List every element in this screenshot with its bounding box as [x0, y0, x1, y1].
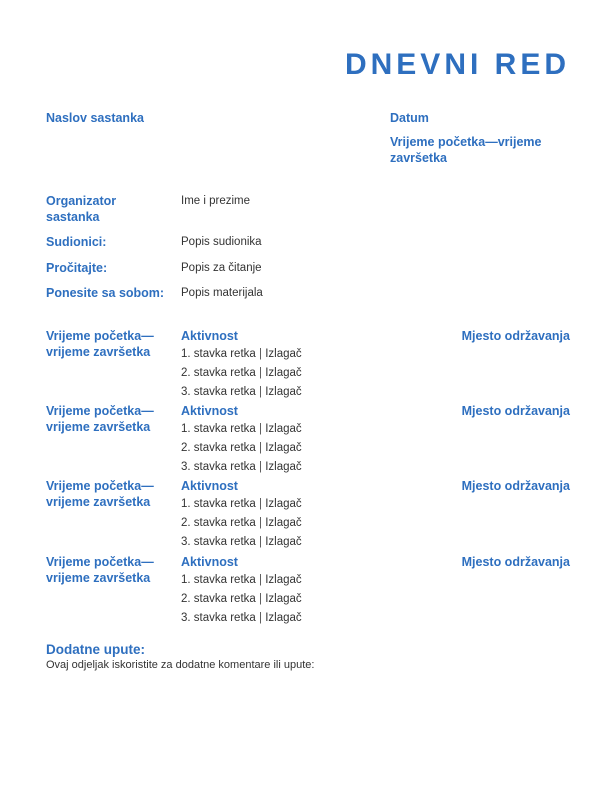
agenda-item: 3. stavka retka | Izlagač: [181, 536, 302, 548]
agenda-items: [181, 571, 302, 628]
item-text: 2. stavka retka: [181, 517, 256, 529]
agenda-time: Vrijeme početka—vrijeme završetka: [46, 555, 154, 585]
agenda-items: [181, 345, 302, 402]
item-text: 3. stavka retka: [181, 461, 256, 473]
agenda-activity: Aktivnost: [181, 555, 238, 569]
agenda-time: Vrijeme početka—vrijeme završetka: [46, 329, 154, 359]
organizer-label: Organizator sastanka: [46, 194, 117, 224]
item-presenter: Izlagač: [265, 461, 302, 473]
agenda-item: 3. stavka retka | Izlagač: [181, 461, 302, 473]
agenda-activity: Aktivnost: [181, 479, 238, 493]
agenda-time: Vrijeme početka—vrijeme završetka: [46, 479, 154, 509]
document-title: DNEVNI RED: [344, 48, 570, 81]
agenda-item: 3. stavka retka | Izlagač: [181, 612, 302, 624]
agenda-block: [0, 328, 616, 406]
agenda-location: Mjesto održavanja: [461, 329, 570, 343]
item-presenter: Izlagač: [265, 367, 302, 379]
agenda-item: 2. stavka retka | Izlagač: [181, 367, 302, 379]
time-range-label: Vrijeme početka—vrijeme završetka: [390, 135, 542, 165]
item-text: 2. stavka retka: [181, 442, 256, 454]
agenda-location: Mjesto održavanja: [461, 555, 570, 569]
item-text: 1. stavka retka: [181, 574, 256, 586]
agenda-item: 1. stavka retka | Izlagač: [181, 423, 302, 435]
agenda-location: Mjesto održavanja: [461, 479, 570, 493]
item-presenter: Izlagač: [265, 348, 302, 360]
agenda-item: 2. stavka retka | Izlagač: [181, 517, 302, 529]
date-label: Datum: [390, 111, 429, 125]
participants-value: Popis sudionika: [181, 236, 262, 248]
additional-notes-text: Ovaj odjeljak iskoristite za dodatne komentare ili upute:: [46, 659, 315, 671]
item-text: 3. stavka retka: [181, 612, 256, 624]
agenda-location: Mjesto održavanja: [461, 404, 570, 418]
organizer-value: Ime i prezime: [181, 195, 251, 207]
bring-value: Popis materijala: [181, 287, 263, 299]
item-presenter: Izlagač: [265, 612, 302, 624]
item-presenter: Izlagač: [265, 498, 302, 510]
meeting-title-label: Naslov sastanka: [46, 111, 144, 125]
item-text: 3. stavka retka: [181, 536, 256, 548]
item-text: 2. stavka retka: [181, 593, 256, 605]
agenda-activity: Aktivnost: [181, 329, 238, 343]
bring-label: Ponesite sa sobom:: [46, 286, 165, 300]
item-presenter: Izlagač: [265, 574, 302, 586]
agenda-time: Vrijeme početka—vrijeme završetka: [46, 404, 154, 434]
item-presenter: Izlagač: [265, 517, 302, 529]
participants-label: Sudionici:: [46, 235, 107, 249]
reading-value: Popis za čitanje: [181, 262, 262, 274]
agenda-block: [0, 478, 616, 556]
agenda-block: [0, 554, 616, 632]
reading-label: Pročitajte:: [46, 261, 108, 275]
item-text: 1. stavka retka: [181, 498, 256, 510]
item-presenter: Izlagač: [265, 442, 302, 454]
agenda-items: [181, 420, 302, 477]
agenda-block: [0, 403, 616, 481]
item-text: 1. stavka retka: [181, 348, 256, 360]
agenda-item: 2. stavka retka | Izlagač: [181, 593, 302, 605]
additional-notes-title: Dodatne upute:: [46, 642, 145, 657]
item-text: 2. stavka retka: [181, 367, 256, 379]
item-text: 1. stavka retka: [181, 423, 256, 435]
agenda-item: 1. stavka retka | Izlagač: [181, 498, 302, 510]
item-presenter: Izlagač: [265, 386, 302, 398]
item-text: 3. stavka retka: [181, 386, 256, 398]
item-presenter: Izlagač: [265, 593, 302, 605]
agenda-item: 1. stavka retka | Izlagač: [181, 574, 302, 586]
agenda-activity: Aktivnost: [181, 404, 238, 418]
item-presenter: Izlagač: [265, 423, 302, 435]
agenda-item: 3. stavka retka | Izlagač: [181, 386, 302, 398]
item-presenter: Izlagač: [265, 536, 302, 548]
agenda-item: 2. stavka retka | Izlagač: [181, 442, 302, 454]
agenda-item: 1. stavka retka | Izlagač: [181, 348, 302, 360]
agenda-items: [181, 495, 302, 552]
